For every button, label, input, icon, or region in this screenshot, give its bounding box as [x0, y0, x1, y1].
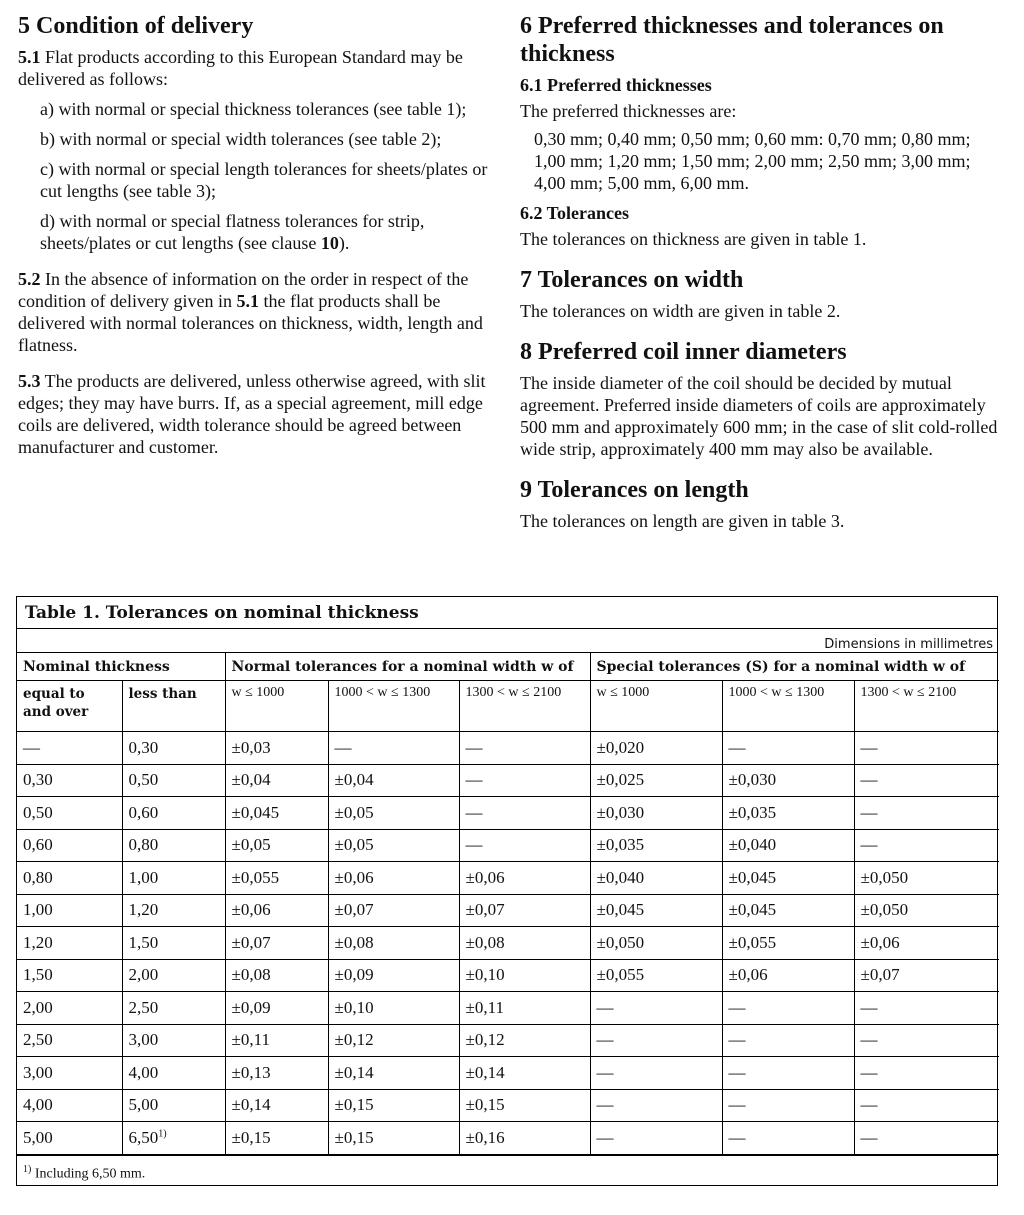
- cell-value: 2,00: [128, 965, 159, 985]
- header-width-range: 1000 < w ≤ 1300: [722, 681, 854, 732]
- table-row: [17, 1057, 999, 1090]
- table-row: [17, 862, 999, 895]
- table-cell: [590, 1122, 722, 1155]
- list-item: b) with normal or special width tolerances (see table 2);: [40, 129, 442, 149]
- cell-value: ±0,030: [596, 802, 645, 822]
- cell-value: —: [728, 1062, 746, 1082]
- cell-value: 0,30: [23, 770, 53, 790]
- header-width-range: 1000 < w ≤ 1300: [328, 681, 459, 732]
- table-cell: [225, 992, 328, 1025]
- cell-value: ±0,035: [596, 835, 645, 855]
- table-cell: [17, 764, 122, 797]
- table-cell: [854, 797, 999, 830]
- table-cell: [17, 959, 122, 992]
- cell-value: —: [728, 1030, 746, 1050]
- paragraph-text: The tolerances on width are given in table 2.: [520, 301, 841, 321]
- table-cell: [459, 1122, 590, 1155]
- cell-value: —: [860, 1127, 878, 1147]
- table-cell: [722, 1122, 854, 1155]
- cell-value: ±0,09: [334, 965, 374, 985]
- table-cell: [328, 1122, 459, 1155]
- cell-value: ±0,045: [231, 802, 280, 822]
- cell-value: 1,00: [23, 900, 53, 920]
- table-cell: [590, 1089, 722, 1122]
- cell-value: ±0,08: [231, 965, 271, 985]
- table-footnote: [17, 1155, 997, 1185]
- table-row: [17, 829, 999, 862]
- cell-value: —: [334, 737, 352, 757]
- cell-value: ±0,14: [465, 1062, 505, 1082]
- list-item: c) with normal or special length tolerances for sheets/plates or cut lengths (see table 3);: [40, 159, 488, 201]
- table-cell: [122, 1122, 225, 1155]
- right-column: [520, 12, 1006, 540]
- list-item: [40, 210, 496, 254]
- table-grid: [17, 653, 999, 1155]
- table-cell: [590, 862, 722, 895]
- table-cell: [122, 829, 225, 862]
- table-cell: [854, 927, 999, 960]
- cell-value: ±0,050: [860, 867, 909, 887]
- cell-value: —: [596, 1095, 614, 1115]
- table-cell: [17, 862, 122, 895]
- list-item: a) with normal or special thickness tolerances (see table 1);: [40, 99, 467, 119]
- header-width-range: w ≤ 1000: [225, 681, 328, 732]
- cell-value: ±0,13: [231, 1062, 271, 1082]
- cell-value: 0,50: [128, 770, 159, 790]
- table-cell: [590, 797, 722, 830]
- cell-value: —: [728, 737, 746, 757]
- paragraph-5-1: [18, 46, 496, 90]
- table-row: [17, 992, 999, 1025]
- section-5-heading: 5 Condition of delivery: [18, 13, 254, 39]
- cell-value: —: [596, 997, 614, 1017]
- table-cell: [17, 829, 122, 862]
- table-cell: [722, 764, 854, 797]
- cell-value: —: [860, 1062, 878, 1082]
- cell-value: ±0,15: [334, 1127, 374, 1147]
- table-cell: [225, 829, 328, 862]
- cell-value: 0,60: [23, 835, 53, 855]
- table-body: [17, 732, 999, 1155]
- table-cell: [225, 764, 328, 797]
- table-cell: [722, 927, 854, 960]
- footnote-text: Including 6,50 mm.: [31, 1166, 146, 1182]
- cell-value: ±0,11: [231, 1030, 270, 1050]
- table-cell: [590, 1024, 722, 1057]
- table-cell: [459, 732, 590, 765]
- cell-value: —: [596, 1030, 614, 1050]
- cell-value: ±0,045: [728, 900, 777, 920]
- table-cell: [459, 764, 590, 797]
- table-cell: [122, 894, 225, 927]
- table-row: [17, 894, 999, 927]
- cell-value: —: [728, 997, 746, 1017]
- cell-value: —: [860, 1095, 878, 1115]
- cell-value: ±0,07: [860, 965, 900, 985]
- table-cell: [328, 829, 459, 862]
- footnote-mark: 1): [23, 1163, 32, 1175]
- table-cell: [854, 1057, 999, 1090]
- item-tail: ).: [338, 233, 350, 253]
- cell-value: 2,50: [128, 997, 159, 1017]
- cell-value: ±0,08: [334, 932, 374, 952]
- table-cell: [722, 959, 854, 992]
- table-cell: [225, 1024, 328, 1057]
- table-cell: [459, 862, 590, 895]
- header-width-range: 1300 < w ≤ 2100: [459, 681, 590, 732]
- cell-value: 5,00: [128, 1095, 159, 1115]
- para-text: Flat products according to this European Standard may be delivered as follows:: [18, 47, 463, 89]
- table-cell: [122, 862, 225, 895]
- cell-value: ±0,025: [596, 770, 645, 790]
- table-cell: [122, 1089, 225, 1122]
- cell-value: —: [465, 835, 483, 855]
- table-cell: [122, 959, 225, 992]
- subsection-6-1-heading: 6.1 Preferred thicknesses: [520, 75, 712, 95]
- section-8-heading: 8 Preferred coil inner diameters: [520, 339, 847, 365]
- table-cell: [122, 1024, 225, 1057]
- table-cell: [722, 1089, 854, 1122]
- table-cell: [328, 959, 459, 992]
- cell-value: ±0,09: [231, 997, 271, 1017]
- table-cell: [722, 829, 854, 862]
- paragraph-text: The preferred thicknesses are:: [520, 101, 737, 121]
- table-cell: [459, 829, 590, 862]
- table-cell: [122, 927, 225, 960]
- paragraph-5-3: [18, 370, 496, 458]
- table-cell: [590, 992, 722, 1025]
- section-7-heading: 7 Tolerances on width: [520, 267, 744, 293]
- table-cell: [459, 1089, 590, 1122]
- cell-value: ±0,020: [596, 737, 645, 757]
- cell-value: ±0,045: [596, 900, 645, 920]
- table-cell: [722, 1057, 854, 1090]
- cell-value: 4,00: [23, 1095, 53, 1115]
- table-cell: [225, 927, 328, 960]
- table-cell: [328, 797, 459, 830]
- cell-value: ±0,16: [465, 1127, 505, 1147]
- dimensions-note: Dimensions in millimetres: [17, 629, 997, 653]
- table-cell: [590, 764, 722, 797]
- cell-value: ±0,030: [728, 770, 777, 790]
- cell-value: 0,50: [23, 802, 53, 822]
- table-cell: [854, 862, 999, 895]
- sub-header-row: [17, 681, 999, 732]
- para-number: 5.2: [18, 269, 41, 289]
- cell-value: ±0,045: [728, 867, 777, 887]
- table-cell: [225, 894, 328, 927]
- tolerance-table: [16, 596, 998, 1186]
- table-cell: [590, 959, 722, 992]
- table-cell: [590, 732, 722, 765]
- table-cell: [590, 829, 722, 862]
- cell-value: ±0,035: [728, 802, 777, 822]
- header-special-tolerances: Special tolerances (S) for a nominal width w of: [590, 653, 999, 681]
- cell-value: ±0,12: [334, 1030, 374, 1050]
- table-cell: [17, 992, 122, 1025]
- paragraph-text: The tolerances on length are given in table 3.: [520, 511, 845, 531]
- table-cell: [122, 1057, 225, 1090]
- cell-value: —: [728, 1127, 746, 1147]
- header-width-range: w ≤ 1000: [590, 681, 722, 732]
- section-9-heading: 9 Tolerances on length: [520, 477, 749, 503]
- table-cell: [328, 1089, 459, 1122]
- para-text: The products are delivered, unless otherwise agreed, with slit edges; they may have burrs. If, as a special agreement, mill edge coils are delivered, width tolerance should be agreed between manufacturer and customer.: [18, 371, 486, 457]
- table-cell: [854, 829, 999, 862]
- footnote-mark: 1): [158, 1128, 167, 1140]
- cell-value: ±0,14: [334, 1062, 374, 1082]
- cell-value: ±0,055: [596, 965, 645, 985]
- cell-value: ±0,11: [465, 997, 504, 1017]
- cell-value: ±0,07: [465, 900, 505, 920]
- cell-value: ±0,055: [231, 867, 280, 887]
- header-less-than: less than: [122, 681, 225, 732]
- para-number: 5.1: [18, 47, 41, 67]
- table-cell: [225, 797, 328, 830]
- paragraph-text: The inside diameter of the coil should be decided by mutual agreement. Preferred inside diameters of coils are approximately 500 mm and approximately 600 mm; in the case of slit cold-rolled wide strip, approximately 400 mm may also be available.: [520, 373, 998, 459]
- table-cell: [225, 862, 328, 895]
- table-row: [17, 959, 999, 992]
- table-cell: [328, 1057, 459, 1090]
- header-width-range: 1300 < w ≤ 2100: [854, 681, 999, 732]
- cell-value: 3,00: [23, 1062, 53, 1082]
- table-cell: [328, 927, 459, 960]
- cell-value: 2,50: [23, 1030, 53, 1050]
- subsection-6-2-heading: 6.2 Tolerances: [520, 203, 630, 223]
- cell-value: ±0,040: [596, 867, 645, 887]
- table-cell: [17, 1089, 122, 1122]
- cell-value: 2,00: [23, 997, 53, 1017]
- table-cell: [122, 797, 225, 830]
- cell-value: —: [465, 802, 483, 822]
- table-cell: [17, 894, 122, 927]
- cell-value: —: [728, 1095, 746, 1115]
- table-cell: [590, 894, 722, 927]
- cell-value: ±0,06: [728, 965, 768, 985]
- cell-value: ±0,050: [596, 932, 645, 952]
- para-text: In the absence of information on the order in respect of the condition of delivery given in: [18, 269, 469, 311]
- clause-ref: 10: [320, 233, 339, 253]
- para-number: 5.3: [18, 371, 41, 391]
- cell-value: 1,20: [128, 900, 159, 920]
- thickness-list: 0,30 mm; 0,40 mm; 0,50 mm; 0,60 mm: 0,70 mm; 0,80 mm; 1,00 mm; 1,20 mm; 1,50 mm; 2,00 mm; 2,50 mm; 3,00 mm; 4,00 mm; 5,00 mm, 6,00 mm.: [534, 129, 971, 193]
- cell-value: 1,50: [23, 965, 53, 985]
- table-row: [17, 1089, 999, 1122]
- table-row: [17, 1024, 999, 1057]
- table-cell: [122, 732, 225, 765]
- cell-value: ±0,040: [728, 835, 777, 855]
- cell-value: ±0,05: [231, 835, 271, 855]
- cell-value: ±0,08: [465, 932, 505, 952]
- cell-value: —: [860, 997, 878, 1017]
- table-cell: [122, 992, 225, 1025]
- cell-value: —: [860, 802, 878, 822]
- cell-value: —: [860, 770, 878, 790]
- section-6-heading: 6 Preferred thicknesses and tolerances on thickness: [520, 13, 944, 67]
- table-cell: [854, 959, 999, 992]
- cell-value: 4,00: [128, 1062, 159, 1082]
- table-cell: [722, 797, 854, 830]
- table-cell: [328, 1024, 459, 1057]
- cell-value: ±0,03: [231, 737, 271, 757]
- cell-value: —: [23, 737, 40, 757]
- table-cell: [225, 1057, 328, 1090]
- cell-value: 6,50: [128, 1127, 159, 1147]
- cell-value: ±0,15: [231, 1127, 271, 1147]
- table-cell: [225, 1089, 328, 1122]
- para-text: the flat products shall be delivered with normal tolerances on thickness, width, length and flatness.: [18, 291, 483, 355]
- cell-value: ±0,15: [465, 1095, 505, 1115]
- table-cell: [722, 1024, 854, 1057]
- table-row: [17, 1122, 999, 1155]
- table-cell: [854, 1089, 999, 1122]
- cell-value: —: [596, 1062, 614, 1082]
- cell-value: 0,30: [128, 737, 159, 757]
- cell-value: 0,60: [128, 802, 159, 822]
- table-cell: [122, 764, 225, 797]
- table-cell: [722, 992, 854, 1025]
- header-equal-to-and-over: equal to and over: [17, 681, 122, 732]
- table-cell: [722, 862, 854, 895]
- cell-value: ±0,06: [465, 867, 505, 887]
- table-cell: [17, 797, 122, 830]
- table-cell: [328, 894, 459, 927]
- table-cell: [459, 927, 590, 960]
- clause-ref: 5.1: [236, 291, 259, 311]
- table-cell: [590, 1057, 722, 1090]
- table-row: [17, 764, 999, 797]
- table-cell: [854, 992, 999, 1025]
- header-nominal-thickness: Nominal thickness: [17, 653, 225, 681]
- table-cell: [225, 1122, 328, 1155]
- table-cell: [854, 1024, 999, 1057]
- cell-value: ±0,07: [334, 900, 374, 920]
- cell-value: ±0,10: [334, 997, 374, 1017]
- cell-value: ±0,055: [728, 932, 777, 952]
- table-title: Table 1. Tolerances on nominal thickness: [17, 597, 997, 629]
- table-cell: [17, 1057, 122, 1090]
- cell-value: ±0,05: [334, 802, 374, 822]
- cell-value: 3,00: [128, 1030, 159, 1050]
- table-cell: [17, 927, 122, 960]
- cell-value: ±0,10: [465, 965, 505, 985]
- cell-value: ±0,04: [231, 770, 271, 790]
- table-cell: [854, 732, 999, 765]
- table-cell: [722, 732, 854, 765]
- cell-value: ±0,12: [465, 1030, 505, 1050]
- cell-value: —: [465, 737, 483, 757]
- table-cell: [459, 992, 590, 1025]
- cell-value: ±0,05: [334, 835, 374, 855]
- table-cell: [459, 1057, 590, 1090]
- cell-value: —: [465, 770, 483, 790]
- table-row: [17, 797, 999, 830]
- table-cell: [854, 764, 999, 797]
- cell-value: 1,00: [128, 867, 159, 887]
- cell-value: ±0,06: [334, 867, 374, 887]
- cell-value: ±0,050: [860, 900, 909, 920]
- cell-value: ±0,04: [334, 770, 374, 790]
- item-text: d) with normal or special flatness tolerances for strip, sheets/plates or cut lengths (see clause: [40, 211, 425, 253]
- table-cell: [17, 1024, 122, 1057]
- header-normal-tolerances: Normal tolerances for a nominal width w of: [225, 653, 590, 681]
- cell-value: ±0,07: [231, 932, 271, 952]
- cell-value: —: [596, 1127, 614, 1147]
- cell-value: 1,50: [128, 932, 159, 952]
- table-cell: [225, 732, 328, 765]
- cell-value: ±0,15: [334, 1095, 374, 1115]
- table-cell: [854, 894, 999, 927]
- cell-value: —: [860, 737, 878, 757]
- table-cell: [17, 732, 122, 765]
- table-cell: [328, 862, 459, 895]
- table-cell: [328, 732, 459, 765]
- cell-value: 1,20: [23, 932, 53, 952]
- cell-value: —: [860, 1030, 878, 1050]
- table-cell: [328, 992, 459, 1025]
- table-cell: [854, 1122, 999, 1155]
- group-header-row: [17, 653, 999, 681]
- table-row: [17, 927, 999, 960]
- table-cell: [328, 764, 459, 797]
- table-cell: [459, 797, 590, 830]
- table-cell: [590, 927, 722, 960]
- table-cell: [459, 1024, 590, 1057]
- cell-value: 0,80: [128, 835, 159, 855]
- cell-value: ±0,06: [231, 900, 271, 920]
- cell-value: 0,80: [23, 867, 53, 887]
- table-cell: [459, 959, 590, 992]
- paragraph-text: The tolerances on thickness are given in table 1.: [520, 229, 867, 249]
- table-row: [17, 732, 999, 765]
- paragraph-5-2: [18, 268, 496, 356]
- table-cell: [459, 894, 590, 927]
- cell-value: ±0,14: [231, 1095, 271, 1115]
- left-column: [18, 12, 496, 466]
- cell-value: —: [860, 835, 878, 855]
- cell-value: 5,00: [23, 1127, 53, 1147]
- table-cell: [722, 894, 854, 927]
- cell-value: ±0,06: [860, 932, 900, 952]
- table-cell: [225, 959, 328, 992]
- table-cell: [17, 1122, 122, 1155]
